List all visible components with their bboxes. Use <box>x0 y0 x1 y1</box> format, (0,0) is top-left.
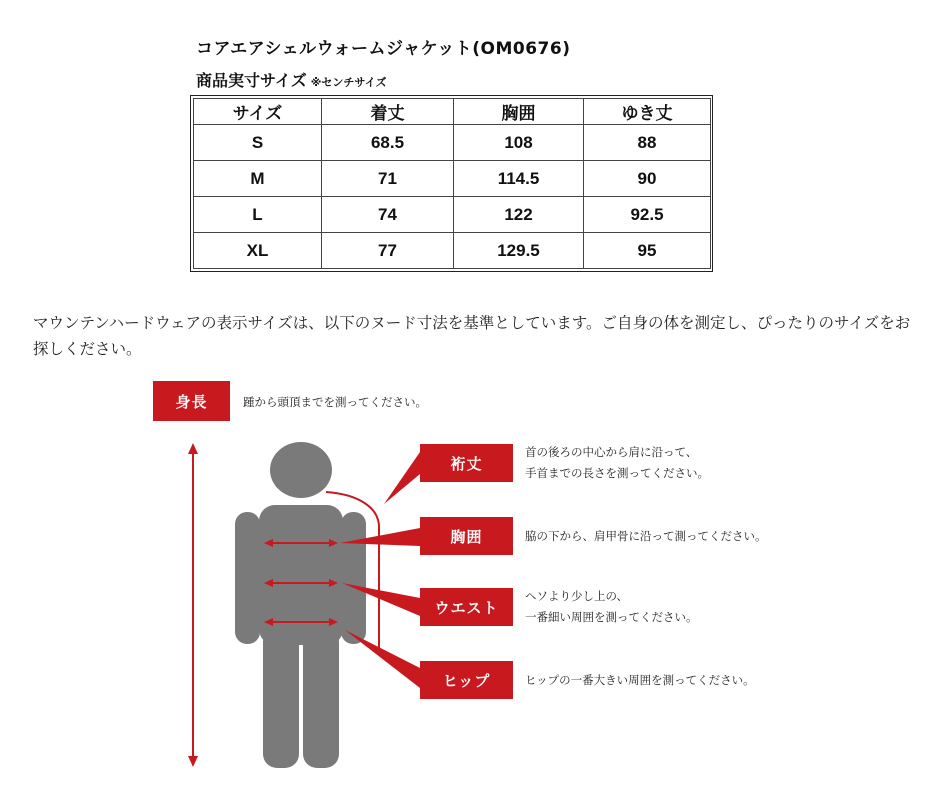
waist-text-line1: ヘソより少し上の、 <box>525 589 629 603</box>
table-cell: 95 <box>584 233 711 269</box>
header-length: 着丈 <box>322 99 454 125</box>
table-cell: 122 <box>454 197 584 233</box>
product-title: コアエアシェルウォームジャケット(OM0676) <box>196 39 571 59</box>
waist-label: ウエスト <box>420 588 513 626</box>
table-cell: 92.5 <box>584 197 711 233</box>
unit-note: ※センチサイズ <box>310 76 387 89</box>
waist-text-line2: 一番細い周囲を測ってください。 <box>525 610 698 624</box>
sleeve-text-line1: 首の後ろの中心から肩に沿って、 <box>525 445 698 459</box>
height-arrow <box>188 443 198 767</box>
table-cell: 90 <box>584 161 711 197</box>
table-cell: 129.5 <box>454 233 584 269</box>
table-cell: 88 <box>584 125 711 161</box>
sleeve-pointer <box>384 452 420 504</box>
subtitle-text: 商品実寸サイズ <box>196 71 307 90</box>
waist-instructions <box>525 586 698 628</box>
sleeve-text-line2: 手首までの長さを測ってください。 <box>525 466 709 480</box>
sleeve-instructions <box>525 442 709 484</box>
table-cell: 68.5 <box>322 125 454 161</box>
hip-instructions: ヒップの一番大きい周囲を測ってください。 <box>525 673 755 687</box>
chest-instructions: 脇の下から、肩甲骨に沿って測ってください。 <box>525 529 767 543</box>
chest-label: 胸囲 <box>420 517 513 555</box>
size-description: マウンテンハードウェアの表示サイズは、以下のヌード寸法を基準としています。ご自身の体を測定し、ぴったりのサイズをお探しください。 <box>33 314 911 358</box>
header-sleeve: ゆき丈 <box>584 99 711 125</box>
table-cell: 74 <box>322 197 454 233</box>
header-chest: 胸囲 <box>454 99 584 125</box>
sleeve-label: 裄丈 <box>420 444 513 482</box>
table-cell: 114.5 <box>454 161 584 197</box>
hip-label: ヒップ <box>420 661 513 699</box>
table-cell: 77 <box>322 233 454 269</box>
table-cell: S <box>194 125 322 161</box>
table-cell: 71 <box>322 161 454 197</box>
header-size: サイズ <box>194 99 322 125</box>
table-cell: 108 <box>454 125 584 161</box>
height-instructions: 踵から頭頂までを測ってください。 <box>243 395 427 409</box>
table-cell: XL <box>194 233 322 269</box>
table-cell: L <box>194 197 322 233</box>
height-label: 身長 <box>153 381 230 421</box>
table-cell: M <box>194 161 322 197</box>
person-silhouette <box>235 442 366 768</box>
